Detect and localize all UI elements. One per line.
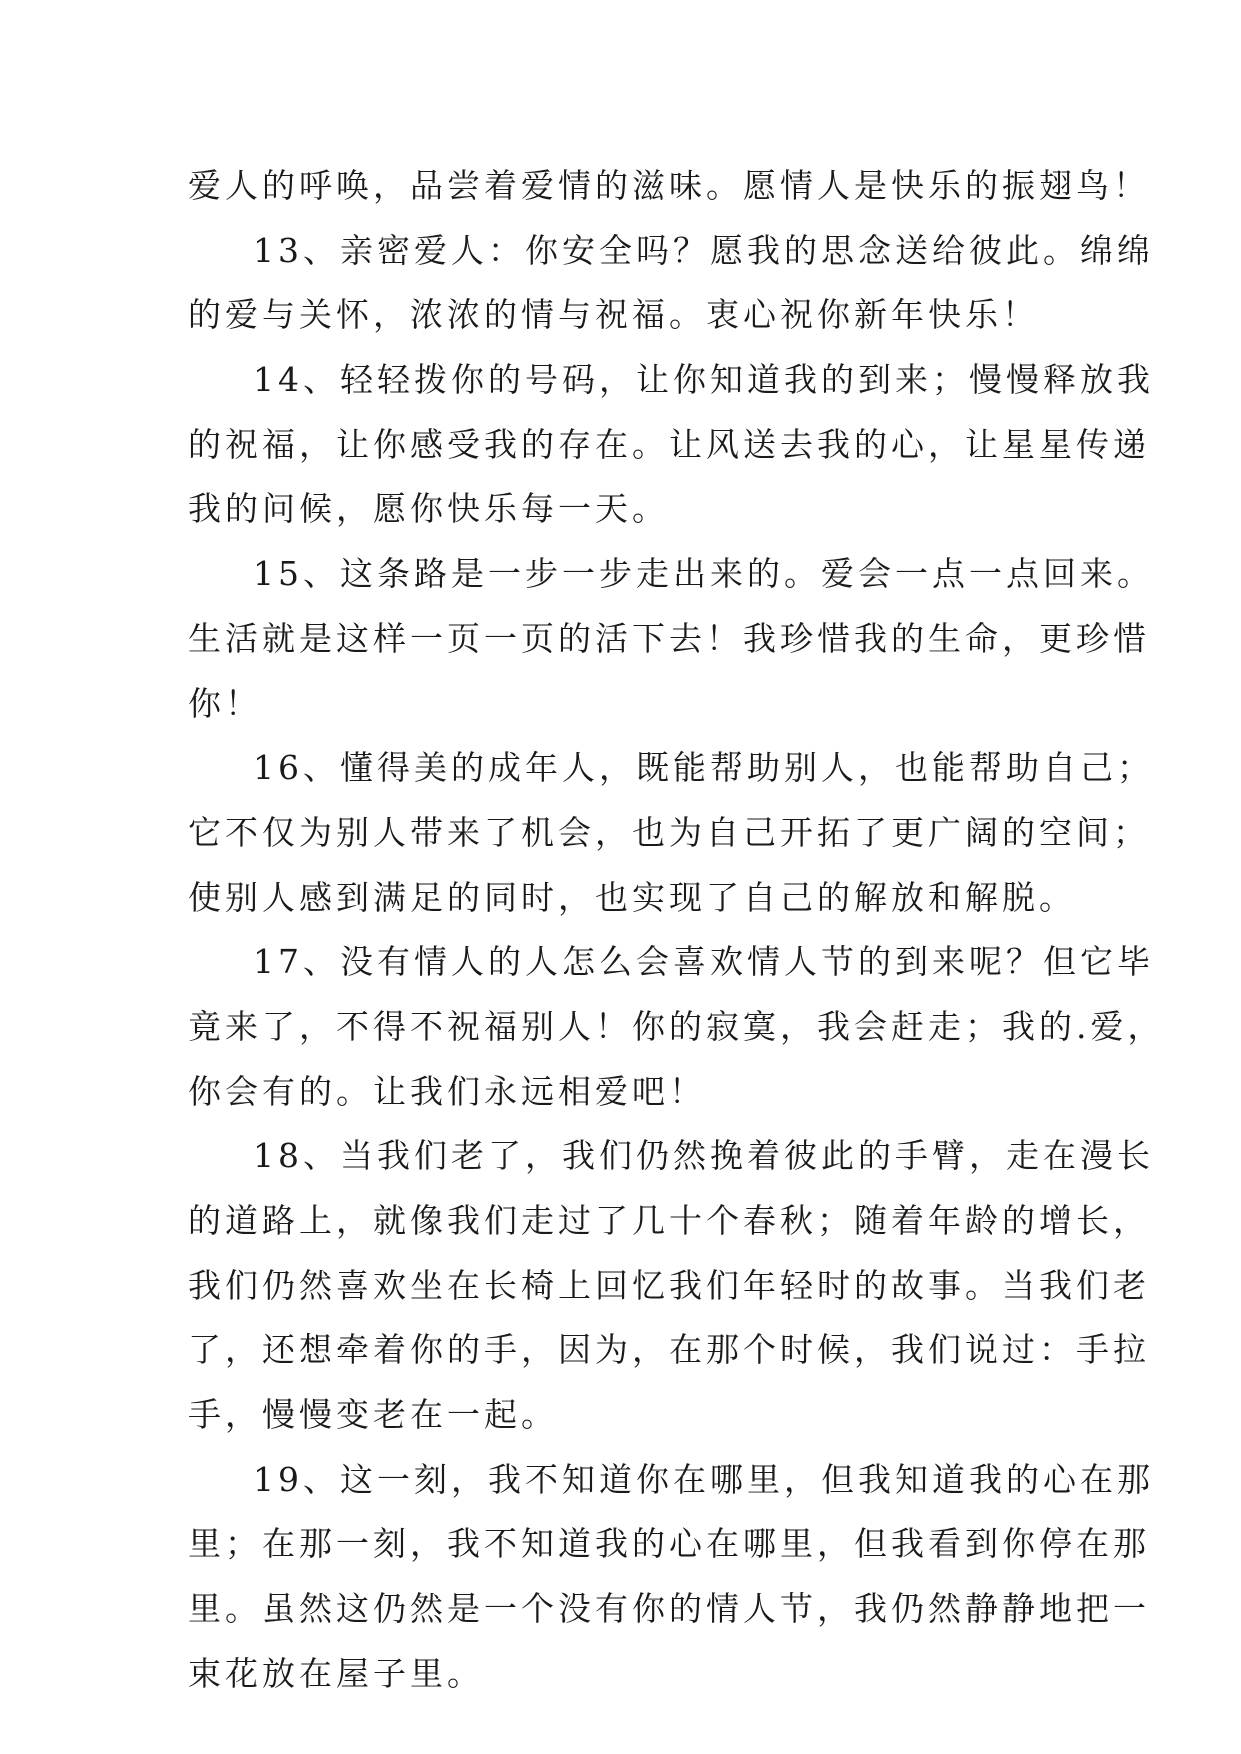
text-line: 它不仅为别人带来了机会，也为自己开拓了更广阔的空间；: [188, 812, 1150, 852]
text-line: 里。虽然这仍然是一个没有你的情人节，我仍然静静地把一: [188, 1589, 1150, 1629]
text-line: 束花放在屋子里。: [188, 1653, 484, 1693]
text-line: 生活就是这样一页一页的活下去！我珍惜我的生命，更珍惜: [188, 618, 1150, 658]
text-line: 的祝福，让你感受我的存在。让风送去我的心，让星星传递: [188, 424, 1150, 464]
text-line: 竟来了，不得不祝福别人！你的寂寞，我会赶走；我的.爱，: [188, 1006, 1165, 1046]
text-line: 的爱与关怀，浓浓的情与祝福。衷心祝你新年快乐！: [188, 295, 1039, 335]
paragraph-16: [188, 736, 1154, 930]
text-line: 我的问候，愿你快乐每一天。: [188, 489, 669, 529]
paragraph-14: [188, 348, 1154, 542]
text-line: 17、没有情人的人怎么会喜欢情人节的到来呢？但它毕: [253, 942, 1154, 982]
text-line: 手，慢慢变老在一起。: [188, 1395, 558, 1435]
paragraph-19: [188, 1448, 1154, 1707]
text-line: 了，还想牵着你的手，因为，在那个时候，我们说过：手拉: [188, 1330, 1150, 1370]
document-body: [188, 154, 1165, 1707]
paragraph-17: [188, 930, 1165, 1124]
paragraph-13: [188, 219, 1154, 348]
text-line: 你会有的。让我们永远相爱吧！: [188, 1071, 706, 1111]
text-line: 19、这一刻，我不知道你在哪里，但我知道我的心在那: [253, 1459, 1154, 1499]
text-line: 的道路上，就像我们走过了几十个春秋；随着年龄的增长，: [188, 1201, 1150, 1240]
text-line: 14、轻轻拨你的号码，让你知道我的到来；慢慢释放我: [253, 360, 1154, 400]
text-line: 15、这条路是一步一步走出来的。爱会一点一点回来。: [253, 554, 1154, 594]
paragraph-18: [188, 1124, 1154, 1447]
text-line: 使别人感到满足的同时，也实现了自己的解放和解脱。: [188, 877, 1076, 917]
text-line: 13、亲密爱人：你安全吗？愿我的思念送给彼此。绵绵: [253, 230, 1154, 270]
text-line: 16、懂得美的成年人，既能帮助别人，也能帮助自己；: [253, 748, 1154, 788]
text-line: 爱人的呼唤，品尝着爱情的滋味。愿情人是快乐的振翅鸟！: [188, 166, 1150, 205]
text-line: 你！: [188, 683, 262, 723]
paragraph-12-continued: [188, 154, 1150, 219]
text-line: 我们仍然喜欢坐在长椅上回忆我们年轻时的故事。当我们老: [188, 1265, 1150, 1305]
text-line: 里；在那一刻，我不知道我的心在哪里，但我看到你停在那: [188, 1524, 1150, 1564]
text-line: 18、当我们老了，我们仍然挽着彼此的手臂，走在漫长: [253, 1136, 1154, 1176]
paragraph-15: [188, 542, 1154, 736]
